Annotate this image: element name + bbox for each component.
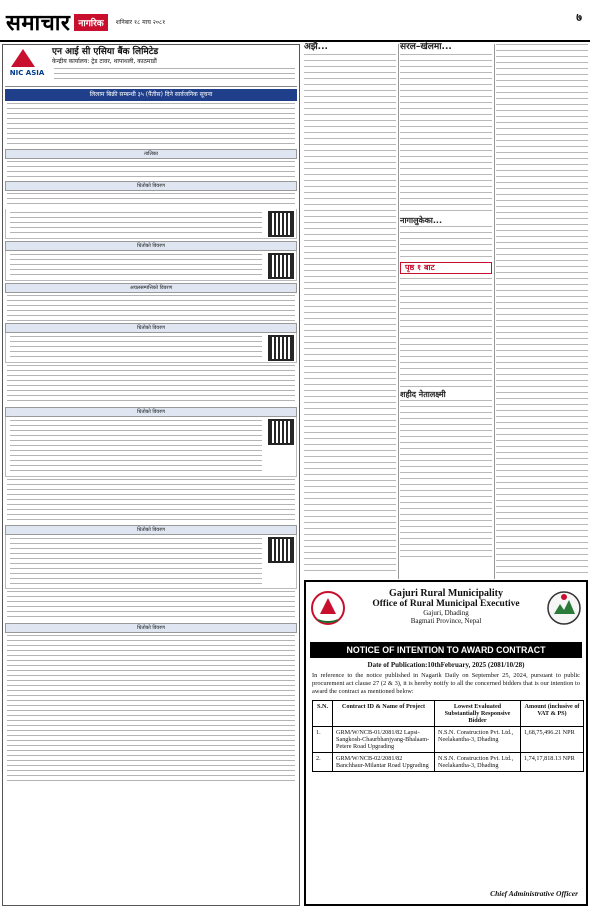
cell-sn: 2. bbox=[313, 753, 333, 772]
news-column-2-lower bbox=[400, 278, 492, 560]
masthead bbox=[6, 6, 165, 38]
bank-contact-lines bbox=[54, 68, 295, 82]
section-text bbox=[7, 193, 295, 207]
qr-code-icon bbox=[268, 335, 294, 361]
table-header-row bbox=[313, 701, 584, 727]
section-heading: धितोको विवरण bbox=[5, 525, 297, 535]
column-header: S.N. bbox=[313, 701, 333, 727]
qr-code-icon bbox=[268, 211, 294, 237]
section-text bbox=[7, 365, 295, 405]
notice-banner: NOTICE OF INTENTION TO AWARD CONTRACT bbox=[310, 642, 582, 658]
qr-code-icon bbox=[268, 253, 294, 279]
dateline: शनिबार १८ माघ २०८१ bbox=[115, 19, 166, 26]
office-location: Gajuri, Dhading bbox=[423, 609, 469, 617]
section-heading: धितोको विवरण bbox=[5, 323, 297, 333]
news-column-3 bbox=[496, 44, 588, 574]
column-text bbox=[400, 226, 492, 266]
office-name: Office of Rural Municipal Executive bbox=[372, 599, 520, 609]
column-header: Amount (inclusive of VAT & PS) bbox=[521, 701, 584, 727]
property-block bbox=[5, 251, 297, 281]
column-divider bbox=[494, 44, 495, 579]
column-heading: अझै... bbox=[304, 42, 328, 52]
column-text bbox=[400, 400, 492, 560]
signature-title: Chief Administrative Officer bbox=[490, 889, 578, 898]
page-header bbox=[0, 0, 590, 42]
notice-intro-text bbox=[7, 103, 295, 147]
publication-date: Date of Publication:10thFebruary, 2025 (2081/10/28) bbox=[367, 661, 525, 669]
notice-terms-text bbox=[7, 635, 295, 785]
section-heading: धितोको विवरण bbox=[5, 407, 297, 417]
contract-award-notice bbox=[304, 580, 588, 906]
bank-logo-icon bbox=[5, 47, 49, 85]
news-column-1 bbox=[304, 44, 396, 574]
auction-notice-title: लिलाम बिक्री सम्बन्धी ३५ (पैंतीस) दिने सार्वजनिक सूचना bbox=[5, 89, 297, 101]
column-subheading: शहीद नेतालक्ष्मी bbox=[400, 390, 446, 399]
property-block bbox=[5, 417, 297, 477]
column-header: Contract ID & Name of Project bbox=[333, 701, 435, 727]
nepal-emblem-icon bbox=[310, 588, 346, 628]
column-text bbox=[400, 54, 492, 214]
section-heading: धितोको विवरण bbox=[5, 623, 297, 633]
qr-code-icon bbox=[268, 537, 294, 563]
bank-name: एन आई सी एसिया बैंक लिमिटेड bbox=[52, 47, 159, 57]
property-block bbox=[5, 209, 297, 239]
municipality-logo-icon bbox=[546, 588, 582, 628]
cell-project: GRM/W/NCB-02/2081/82 Banchhaur-Milantar Road Upgrading bbox=[333, 753, 435, 772]
notice-header bbox=[306, 582, 586, 640]
cell-bidder: N.S.N. Construction Pvt. Ltd., Neelakantha-3, Dhading bbox=[435, 753, 521, 772]
table-row bbox=[313, 753, 584, 772]
bank-info bbox=[49, 47, 297, 84]
page-number: ७ bbox=[576, 11, 582, 24]
award-table bbox=[312, 700, 584, 772]
municipality-name: Gajuri Rural Municipality bbox=[389, 588, 503, 599]
section-heading: धितोको विवरण bbox=[5, 241, 297, 251]
section-text bbox=[7, 591, 295, 621]
section-heading: धितोको विवरण bbox=[5, 181, 297, 191]
property-block bbox=[5, 535, 297, 589]
notice-body: In reference to the notice published in Nagarik Daily on September 25, 2024, pursuant to public procurement act clause 27 (2 & 3), it is hereby notify to all the concerned bidders that is our intention to award the contract as mentioned below: bbox=[312, 672, 580, 695]
table-row bbox=[313, 727, 584, 753]
cell-amount: 1,74,17,818.13 NPR bbox=[521, 753, 584, 772]
property-block bbox=[5, 333, 297, 363]
province-name: Bagmati Province, Nepal bbox=[410, 617, 482, 625]
section-text bbox=[7, 479, 295, 523]
qr-code-icon bbox=[268, 419, 294, 445]
column-header: Lowest Evaluated Substantially Responsive Bidder bbox=[435, 701, 521, 727]
newspaper-name: समाचार bbox=[6, 10, 71, 36]
cell-project: GRM/W/NCB-01/2081/82 Lapsi-Sangkosh-Chaurbhanjyang-Bhalaam-Petere Road Upgrading bbox=[333, 727, 435, 753]
continued-from-page-box: पृष्ठ १ बाट bbox=[400, 262, 492, 274]
bank-logo-text: NIC ASIA bbox=[9, 69, 45, 77]
news-column-2 bbox=[400, 44, 492, 266]
column-heading: सरल–खेलमा... bbox=[400, 42, 452, 52]
header-rule bbox=[0, 40, 590, 42]
column-text bbox=[304, 54, 396, 574]
section-heading: तालिका bbox=[5, 149, 297, 159]
column-text bbox=[400, 278, 492, 388]
bank-address: केन्द्रीय कार्यालय: ट्रेड टावर, थापाथली, काठमाडौं bbox=[52, 58, 157, 65]
column-subheading: नागालुकेका... bbox=[400, 216, 442, 225]
section-heading: अचलसम्पत्तिको विवरण bbox=[5, 283, 297, 293]
bank-header bbox=[5, 47, 297, 87]
section-text bbox=[7, 295, 295, 321]
cell-bidder: N.S.N. Construction Pvt. Ltd., Neelakantha-3, Dhading bbox=[435, 727, 521, 753]
cell-sn: 1. bbox=[313, 727, 333, 753]
section-text bbox=[7, 161, 295, 179]
column-divider bbox=[398, 44, 399, 579]
cell-amount: 1,68,75,496.21 NPR bbox=[521, 727, 584, 753]
column-text bbox=[496, 44, 588, 574]
bank-auction-notice bbox=[2, 44, 300, 906]
newspaper-tag: नागरिक bbox=[74, 14, 107, 31]
